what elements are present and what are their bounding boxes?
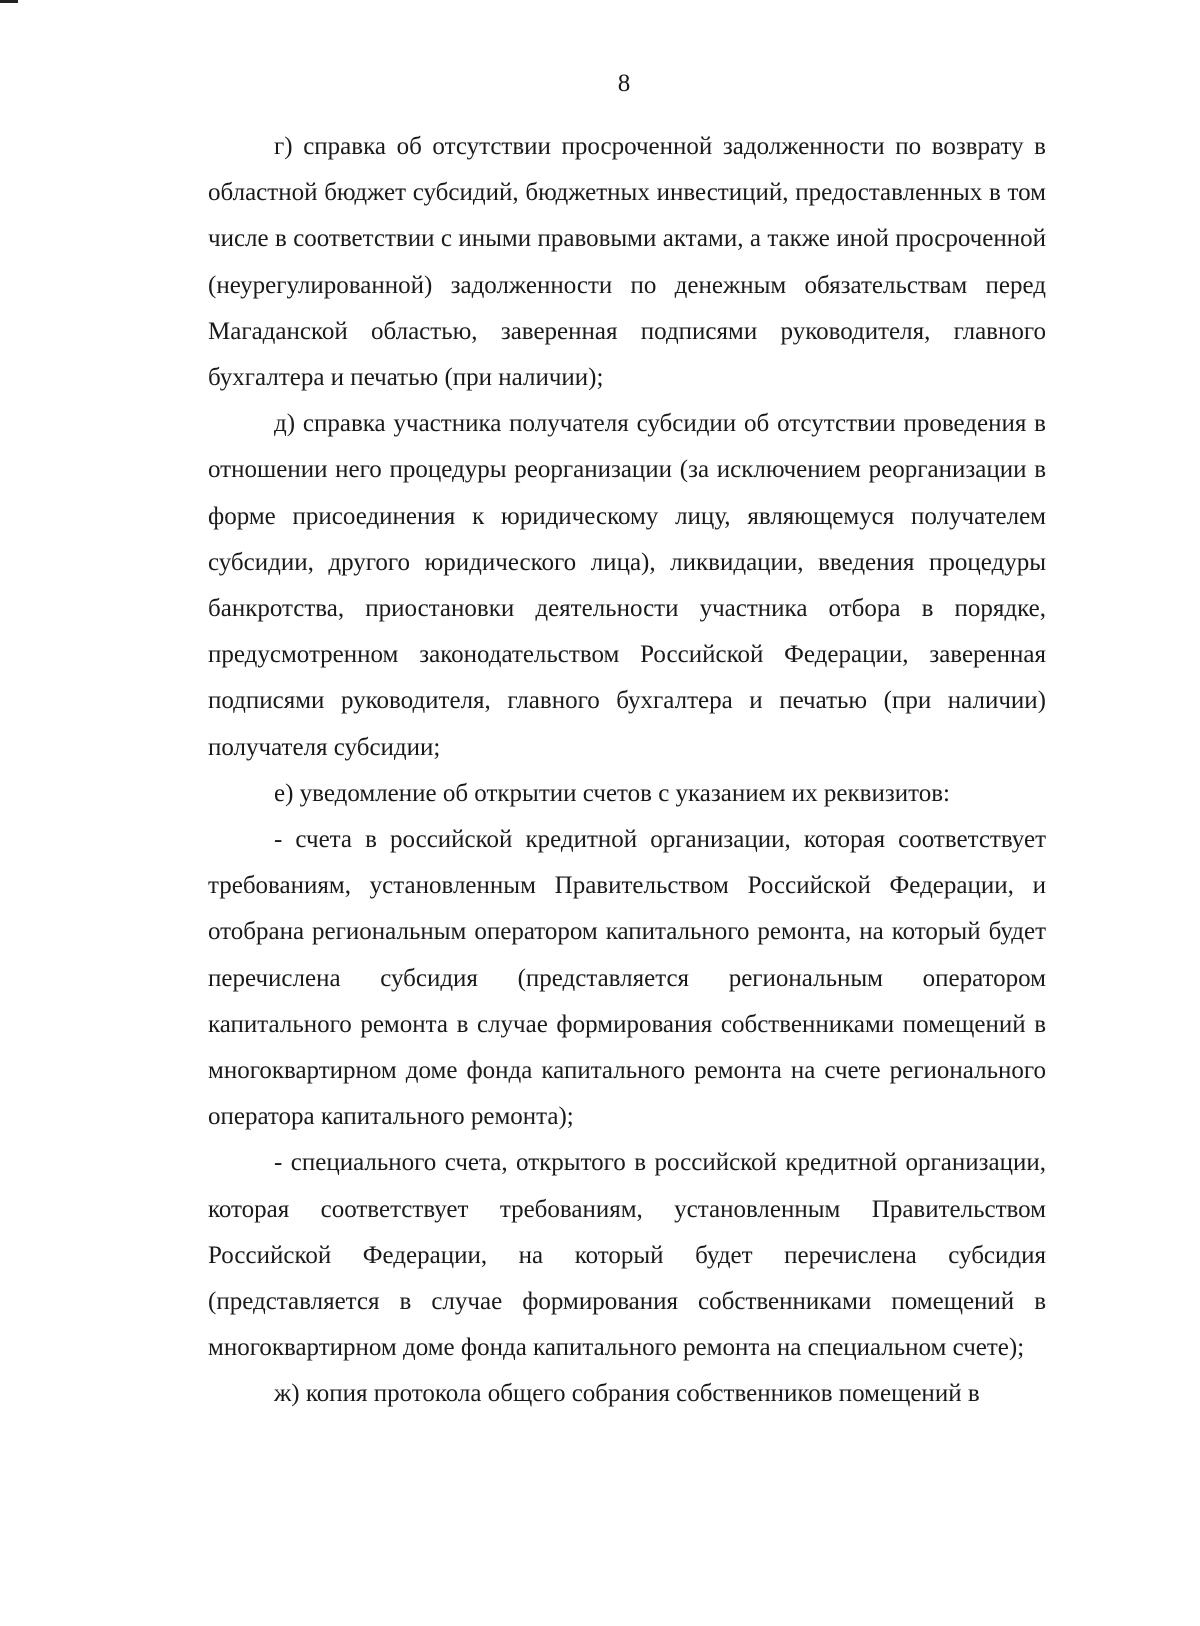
paragraph-zh: ж) копия протокола общего собрания собственников помещений в — [274, 1380, 980, 1408]
paragraph-g: г) справка об отсутствии просроченной задолженности по возврату в областной бюджет субсидий, бюджетных инвестиций, предоставленных в том числе в соответствии с иными правовыми актами, а также иной просроченной (неурегулированной) задолженности по денежным обязательствам перед Магаданской областью, заверенная подписями руководителя, главного бухгалтера и печатью (при наличии); — [208, 133, 1046, 392]
document-body — [208, 124, 1046, 1418]
paragraph-e-item-1: - счета в российской кредитной организации, которая соответствует требованиям, установленным Правительством Российской Федерации, и отобрана региональным оператором капитального ремонта, на который будет перечислена субсидия (представляется региональным оператором капитального ремонта в случае формирования собственниками помещений в многоквартирном доме фонда капитального ремонта на счете регионального оператора капитального ремонта); — [208, 826, 1046, 1131]
paragraph-e: е) уведомление об открытии счетов с указанием их реквизитов: — [274, 779, 950, 807]
paragraph-e-item-2: - специального счета, открытого в российской кредитной организации, которая соответствует требованиям, установленным Правительством Российской Федерации, на который будет перечислена субсидия (представляется в случае формирования собственниками помещений в многоквартирном доме фонда капитального ремонта на специальном счете); — [208, 1149, 1046, 1362]
scan-corner-mark — [0, 0, 18, 3]
paragraph-d: д) справка участника получателя субсидии об отсутствии проведения в отношении него процедуры реорганизации (за исключением реорганизации в форме присоединения к юридическому лицу, являющемуся получателем субсидии, другого юридического лица), ликвидации, введения процедуры банкротства, приостановки деятельности участника отбора в порядке, предусмотренном законодательством Российской Федерации, заверенная подписями руководителя, главного бухгалтера и печатью (при наличии) получателя субсидии; — [208, 410, 1046, 761]
page-number: 8 — [617, 70, 631, 97]
